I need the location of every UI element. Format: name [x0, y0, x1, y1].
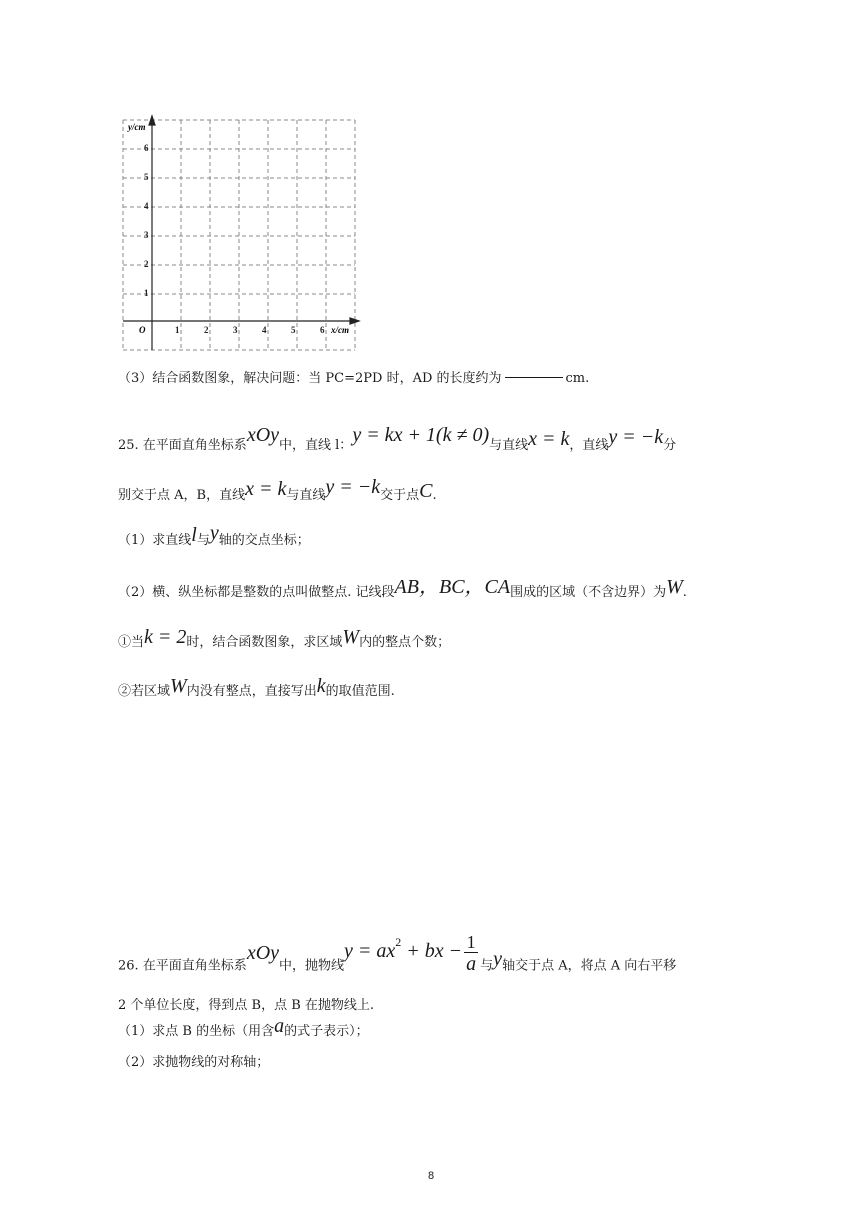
x-tick-label: 3	[233, 325, 238, 335]
fraction-numerator: 1	[466, 932, 476, 953]
math-line-l-equation: y = kx + 1(k ≠ 0)	[352, 424, 490, 446]
q25-text: （2）横、纵坐标都是整数的点叫做整点. 记线段	[118, 585, 395, 600]
q25-intro: 25. 在平面直角坐标系	[118, 438, 247, 453]
q25-text: 与	[196, 533, 210, 548]
q25-text: .	[432, 488, 437, 503]
q25-text: ①当	[118, 635, 145, 650]
q25-line2	[118, 476, 437, 509]
math-x-equals-k: x = k	[528, 428, 570, 450]
math-k: k	[316, 675, 326, 697]
q26-text: 中，抛物线	[279, 958, 345, 974]
coordinate-grid-figure	[118, 114, 364, 356]
q25-text: 分	[663, 438, 677, 453]
y-axis-label: y/cm	[128, 122, 146, 132]
q26-line2	[118, 997, 374, 1015]
y-tick-label: 5	[144, 172, 149, 182]
q26-text: 2 个单位长度，得到点 B，点 B 在抛物线上.	[118, 998, 375, 1013]
q25-text: ②若区域	[118, 684, 171, 699]
page-number: 8	[428, 1170, 435, 1182]
fraction-denominator: a	[466, 953, 477, 976]
x-tick-label: 1	[175, 325, 180, 335]
q26-text: 与	[480, 958, 494, 974]
y-tick-label: 1	[144, 288, 149, 298]
q26-part2	[118, 1054, 269, 1072]
q25-text: （1）求直线	[118, 533, 192, 548]
q24-part3	[118, 370, 589, 388]
q25-line1	[118, 424, 677, 459]
y-tick-label: 2	[144, 259, 149, 269]
math-eq-part: y = ax	[344, 940, 396, 963]
y-tick-label: 6	[144, 143, 149, 153]
y-tick-label: 3	[144, 230, 149, 240]
x-tick-label: 5	[291, 325, 296, 335]
q26-intro: 26. 在平面直角坐标系	[118, 958, 247, 974]
math-l: l	[191, 524, 197, 546]
q24-part3-text: （3）结合函数图象，解决问题：当 PC=2PD 时，AD 的长度约为	[118, 371, 502, 386]
math-point-C: C	[419, 480, 433, 502]
q25-text: 别交于点 A，B，直线	[118, 488, 246, 503]
q25-text: 中，直线 l：	[279, 438, 353, 453]
math-parabola-equation	[344, 932, 480, 976]
math-xOy: xOy	[246, 942, 280, 965]
q25-text: ，直线	[569, 438, 609, 453]
x-tick-label: 4	[262, 325, 267, 335]
q26-text: （2）求抛物线的对称轴；	[118, 1055, 270, 1070]
q25-text: 内的整点个数；	[359, 635, 451, 650]
math-y: y	[493, 948, 503, 971]
q25-text: .	[682, 585, 687, 600]
q25-part2	[118, 577, 687, 606]
x-tick-label: 6	[320, 325, 325, 335]
math-fraction	[464, 932, 478, 975]
q25-text: 与直线	[489, 438, 529, 453]
q26-line1	[118, 932, 677, 988]
math-k-equals-2: k = 2	[144, 626, 187, 648]
q26-text: （1）求点 B 的坐标（用含	[118, 1024, 275, 1039]
q25-text: 内没有整点，直接写出	[186, 684, 317, 699]
math-y-equals-neg-k: y = −k	[325, 476, 381, 498]
origin-label: O	[139, 325, 146, 335]
math-eq-part: + bx −	[401, 940, 463, 963]
q25-part1	[118, 522, 310, 554]
answer-blank	[505, 377, 563, 378]
q25-text: 轴的交点坐标；	[218, 533, 310, 548]
math-a: a	[274, 1015, 285, 1037]
x-tick-label: 2	[204, 325, 209, 335]
math-W: W	[342, 626, 360, 648]
q25-text: 的取值范围.	[325, 684, 395, 699]
y-tick-label: 4	[144, 201, 149, 211]
q26-text: 的式子表示）；	[284, 1024, 369, 1039]
q25-sub1	[118, 627, 450, 656]
math-W: W	[666, 576, 683, 598]
q25-text: 时，结合函数图象，求区域	[186, 635, 343, 650]
axes	[123, 116, 359, 350]
x-axis-label: x/cm	[331, 325, 349, 335]
q26-text: 轴交于点 A，将点 A 向右平移	[502, 958, 677, 974]
q26-part1	[118, 1016, 369, 1045]
q25-text: 与直线	[286, 488, 326, 503]
q25-text: 围成的区域（不含边界）为	[510, 585, 667, 600]
math-y: y	[209, 522, 219, 544]
q25-sub2	[118, 676, 395, 705]
math-x-equals-k: x = k	[245, 478, 287, 500]
math-W: W	[170, 675, 187, 697]
q25-text: 交于点	[380, 488, 420, 503]
unit-label: cm.	[565, 371, 590, 386]
math-segments: AB，BC，CA	[394, 576, 511, 598]
math-xOy: xOy	[246, 424, 280, 446]
math-exponent: 2	[395, 935, 402, 949]
grid-lines	[123, 120, 355, 350]
math-y-equals-neg-k: y = −k	[608, 426, 664, 448]
